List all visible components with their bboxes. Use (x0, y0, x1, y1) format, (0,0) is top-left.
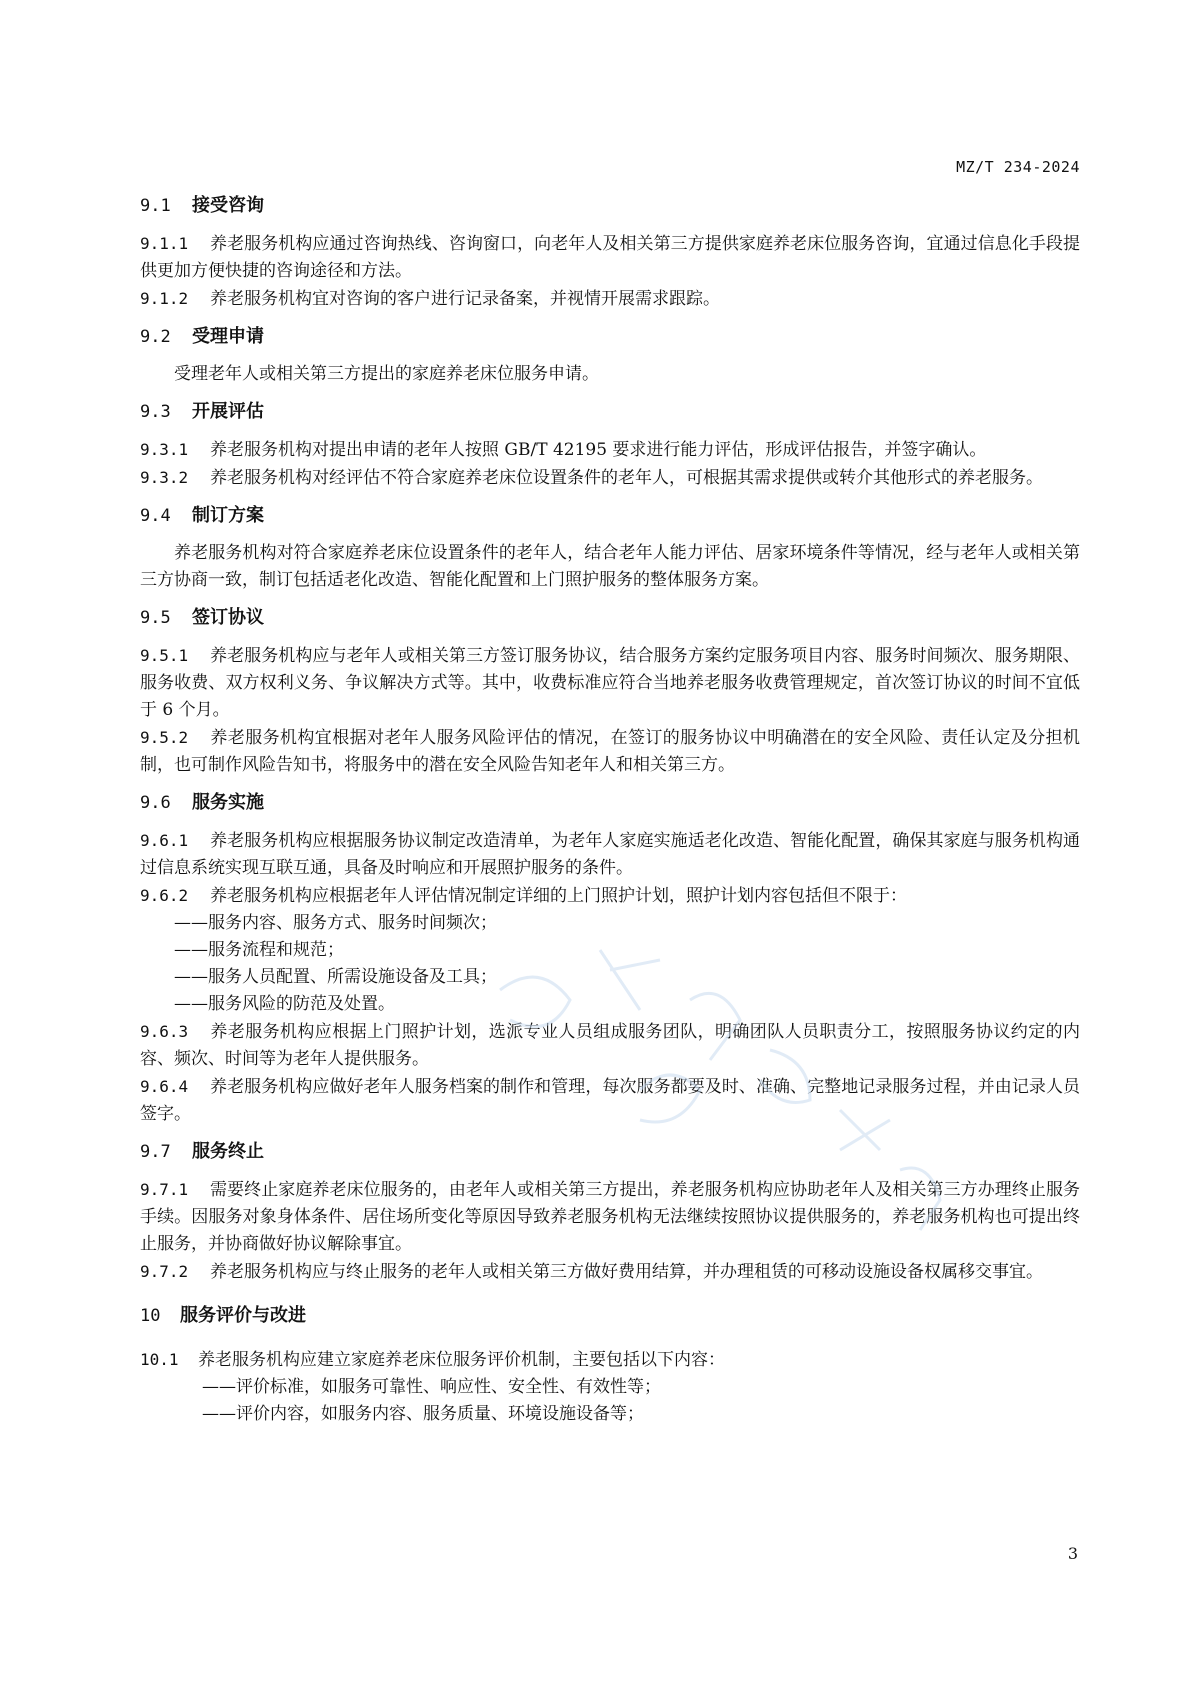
section-9-3-heading: 9.3 开展评估 (140, 401, 264, 422)
clause-9-6-1: 9.6.1 养老服务机构应根据服务协议制定改造清单，为老年人家庭实施适老化改造、智能化配置，确保其家庭与服务机构通过信息系统实现互联互通，具备及时响应和开展照护服务的条件。 (140, 831, 1080, 878)
clause-9-7-1: 9.7.1 需要终止家庭养老床位服务的，由老年人或相关第三方提出，养老服务机构应协助老年人及相关第三方办理终止服务手续。因服务对象身体条件、居住场所变化等原因导致养老服务机构无法继续按照协议提供服务的，养老服务机构也可提出终止服务，并协商做好协议解除事宜。 (140, 1180, 1080, 1254)
clause-9-3-2: 9.3.2 养老服务机构对经评估不符合家庭养老床位设置条件的老年人，可根据其需求提供或转介其他形式的养老服务。 (140, 468, 1043, 488)
section-number: 9.1 (140, 196, 171, 216)
list-item: ——服务流程和规范； (174, 940, 344, 960)
clause-9-5-2: 9.5.2 养老服务机构宜根据对老年人服务风险评估的情况，在签订的服务协议中明确潜在的安全风险、责任认定及分担机制，也可制作风险告知书，将服务中的潜在安全风险告知老年人和相关第三方。 (140, 728, 1080, 775)
document-code: MZ/T 234-2024 (956, 158, 1080, 176)
page-number: 3 (1067, 1544, 1078, 1563)
clause-9-5-1: 9.5.1 养老服务机构应与老年人或相关第三方签订服务协议，结合服务方案约定服务项目内容、服务时间频次、服务期限、服务收费、双方权利义务、争议解决方式等。其中，收费标准应符合当地养老服务收费管理规定，首次签订协议的时间不宜低于 6 个月。 (140, 646, 1080, 720)
section-9-7-heading: 9.7 服务终止 (140, 1141, 264, 1162)
list-item: ——服务内容、服务方式、服务时间频次； (174, 913, 497, 933)
clause-9-1-1: 9.1.1 养老服务机构应通过咨询热线、咨询窗口，向老年人及相关第三方提供家庭养老床位服务咨询，宜通过信息化手段提供更加方便快捷的咨询途径和方法。 (140, 234, 1080, 281)
section-9-5-heading: 9.5 签订协议 (140, 607, 264, 628)
clause-9-2-text: 受理老年人或相关第三方提出的家庭养老床位服务申请。 (174, 364, 599, 384)
clause-10-1: 10.1 养老服务机构应建立家庭养老床位服务评价机制，主要包括以下内容： (140, 1350, 725, 1370)
list-item: ——评价标准，如服务可靠性、响应性、安全性、有效性等； (202, 1377, 661, 1397)
clause-9-3-1: 9.3.1 养老服务机构对提出申请的老年人按照 GB/T 42195 要求进行能力评估，形成评估报告，并签字确认。 (140, 440, 987, 460)
clause-9-6-2: 9.6.2 养老服务机构应根据老年人评估情况制定详细的上门照护计划，照护计划内容包括但不限于： (140, 886, 907, 906)
clause-9-6-4: 9.6.4 养老服务机构应做好老年人服务档案的制作和管理，每次服务都要及时、准确、完整地记录服务过程，并由记录人员签字。 (140, 1077, 1080, 1124)
section-10-heading: 10 服务评价与改进 (140, 1305, 306, 1326)
section-9-6-heading: 9.6 服务实施 (140, 792, 264, 813)
section-9-2-heading: 9.2 受理申请 (140, 326, 264, 347)
clause-9-1-2: 9.1.2 养老服务机构宜对咨询的客户进行记录备案，并视情开展需求跟踪。 (140, 289, 720, 309)
section-9-4-heading: 9.4 制订方案 (140, 505, 264, 526)
section-9-1-heading (140, 190, 1080, 222)
list-item: ——服务人员配置、所需设施设备及工具； (174, 967, 497, 987)
clause-9-7-2: 9.7.2 养老服务机构应与终止服务的老年人或相关第三方做好费用结算，并办理租赁的可移动设施设备权属移交事宜。 (140, 1262, 1043, 1282)
list-item: ——服务风险的防范及处置。 (174, 994, 395, 1014)
list-item: ——评价内容，如服务内容、服务质量、环境设施设备等； (202, 1404, 644, 1424)
clause-9-6-3: 9.6.3 养老服务机构应根据上门照护计划，选派专业人员组成服务团队，明确团队人员职责分工，按照服务协议约定的内容、频次、时间等为老年人提供服务。 (140, 1022, 1080, 1069)
clause-9-4-text: 养老服务机构对符合家庭养老床位设置条件的老年人，结合老年人能力评估、居家环境条件等情况，经与老年人或相关第三方协商一致，制订包括适老化改造、智能化配置和上门照护服务的整体服务方案。 (140, 543, 1080, 590)
section-title: 接受咨询 (192, 195, 264, 216)
document-body (140, 190, 1080, 1428)
